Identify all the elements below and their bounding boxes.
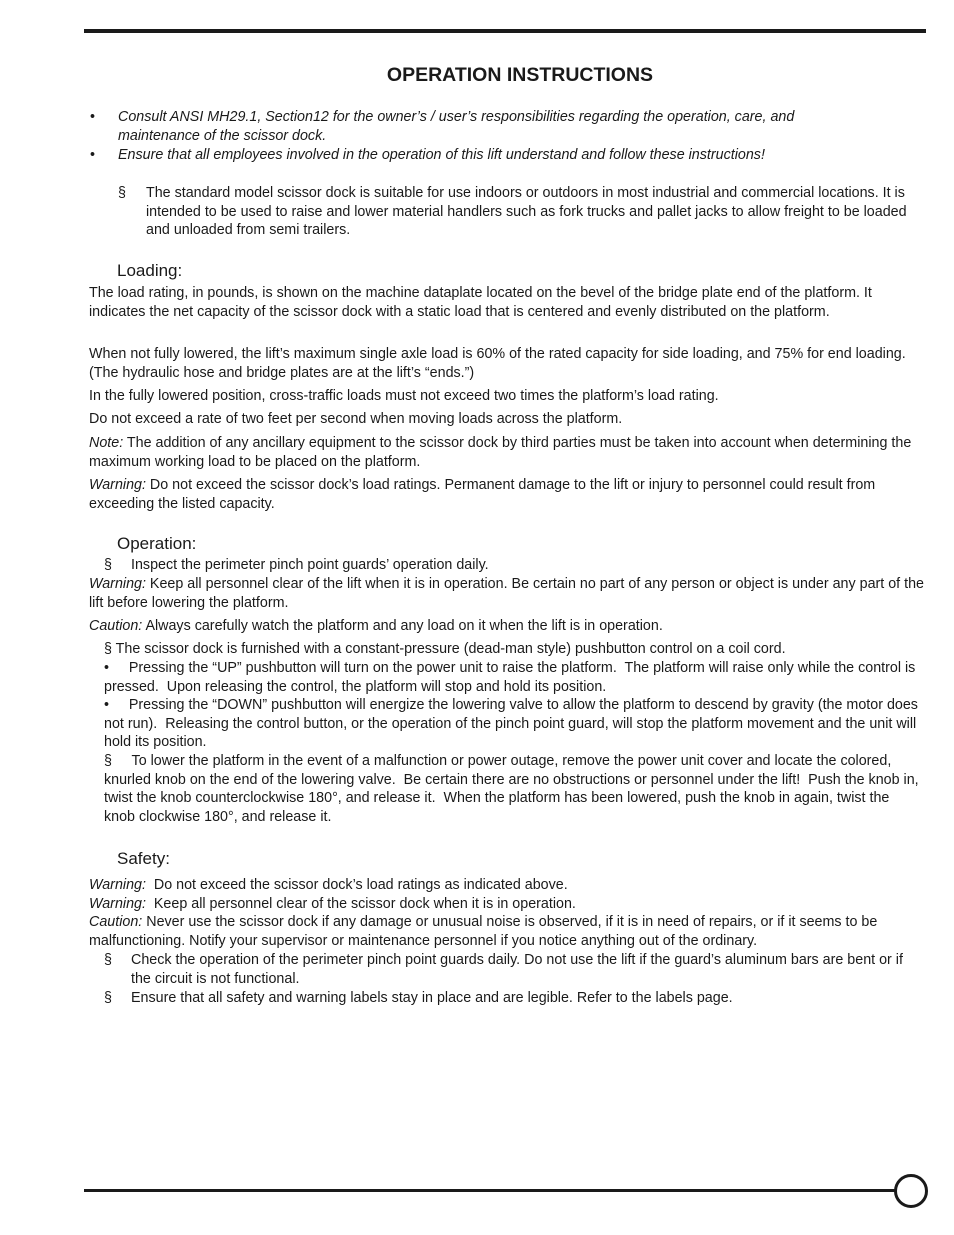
warning-text: Do not exceed the scissor dock’s load ratings as indicated above. [145,877,568,893]
operation-warning [89,575,925,612]
operation-caution [89,617,925,636]
safety-item [104,951,924,988]
loading-paragraph-3: In the fully lowered position, cross-traffic loads must not exceed two times the platform’s load rating. [89,388,719,404]
intro-bullet [90,108,880,145]
warning-label: Warning: [89,477,146,493]
loading-warning [89,476,925,513]
safety-item [104,989,924,1008]
caution-text: Always carefully watch the platform and any load on it when the lift is in operation. [142,618,663,634]
safety-item-text: Check the operation of the perimeter pinch point guards daily. Do not use the lift if the guard’s aluminum bars are bent or if the circuit is not functional. [131,952,903,987]
section-marker: § [104,557,112,573]
warning-text: Do not exceed the scissor dock’s load ratings. Permanent damage to the lift or injury to personnel could result from exceeding the listed capacity. [89,477,876,512]
down-button-description: • Pressing the “DOWN” pushbutton will energize the lowering valve to allow the platform to descend by gravity (the motor does not run). Releasing the control button, or the operation of the pinch point guard, will stop the platform movement and the unit will hold its position. [104,697,922,751]
page-number-circle [894,1174,928,1208]
page-title: OPERATION INSTRUCTIONS [386,64,654,86]
top-rule [84,29,926,33]
note-label: Note: [89,435,124,451]
operation-item-text: Inspect the perimeter pinch point guards’ operation daily. [131,557,489,573]
warning-label: Warning: [89,576,146,592]
bullet-marker: • [90,109,96,125]
loading-paragraph-1: The load rating, in pounds, is shown on the machine dataplate located on the bevel of the bridge plate end of the platform. It indicates the net capacity of the scissor dock with a static load that is centered and evenly distributed on the platform. [89,285,872,320]
warning-label: Warning: [89,896,146,912]
intro-bullet-text: Consult ANSI MH29.1, Section12 for the owner’s / user’s responsibilities regarding the operation, care, and maintenance of the scissor dock. [118,109,795,144]
caution-text: Never use the scissor dock if any damage or unusual noise is observed, if it is in need of repairs, or if it seems to be malfunctioning. Notify your supervisor or maintenance personnel if you notice anything out of the ordinary. [89,914,878,949]
safety-heading: Safety: [117,849,170,868]
safety-caution [89,913,925,950]
intro-bullet-text: Ensure that all employees involved in the operation of this lift understand and follow these instructions! [118,147,765,163]
safety-item-text: Ensure that all safety and warning labels stay in place and are legible. Refer to the labels page. [131,990,733,1006]
section-marker: § [104,990,112,1006]
caution-label: Caution: [89,618,143,634]
note-text: The addition of any ancillary equipment to the scissor dock by third parties must be taken into account when determining the maximum working load to be placed on the platform. [89,435,912,470]
operation-heading: Operation: [117,534,197,553]
loading-note [89,434,925,471]
caution-label: Caution: [89,914,143,930]
intro-section-text: The standard model scissor dock is suitable for use indoors or outdoors in most industrial and commercial locations. It is intended to be used to raise and lower material handlers such as fork trucks and pallet jacks to allow freight to be loaded and unloaded from semi trailers. [146,185,907,239]
intro-section-item [118,184,918,240]
bottom-rule [84,1189,896,1192]
loading-heading: Loading: [117,261,183,280]
intro-bullet [90,146,880,165]
safety-warning-1 [89,876,925,895]
section-marker: § [104,952,112,968]
safety-warning-2 [89,895,925,914]
section-marker: § [118,185,126,201]
operation-item [104,556,924,575]
up-button-description: • Pressing the “UP” pushbutton will turn on the power unit to raise the platform. The platform will raise only while the control is pressed. Upon releasing the control, the platform will stop and hold its position. [104,660,920,695]
warning-text: Keep all personnel clear of the lift when it is in operation. Be certain no part of any person or object is under any part of the lift before lowering the platform. [89,576,925,611]
loading-paragraph-4: Do not exceed a rate of two feet per second when moving loads across the platform. [89,411,623,427]
bullet-marker: • [90,147,96,163]
warning-label: Warning: [89,877,146,893]
manual-lowering-description: § To lower the platform in the event of a malfunction or power outage, remove the power unit cover and locate the colored, knurled knob on the end of the lowering valve. Be certain there are no obstructions or personnel under the lift! Push the knob in, twist the knob counterclockwise 180°, and release it. When the platform has been lowered, push the knob in again, twist the knob clockwise 180°, and release it. [104,753,923,825]
loading-paragraph-2: When not fully lowered, the lift’s maximum single axle load is 60% of the rated capacity for side loading, and 75% for end loading. (The hydraulic hose and bridge plates are at the lift’s “ends.”) [89,346,906,381]
warning-text: Keep all personnel clear of the scissor dock when it is in operation. [145,896,576,912]
control-description: § The scissor dock is furnished with a constant-pressure (dead-man style) pushbutton control on a coil cord. [104,641,786,657]
